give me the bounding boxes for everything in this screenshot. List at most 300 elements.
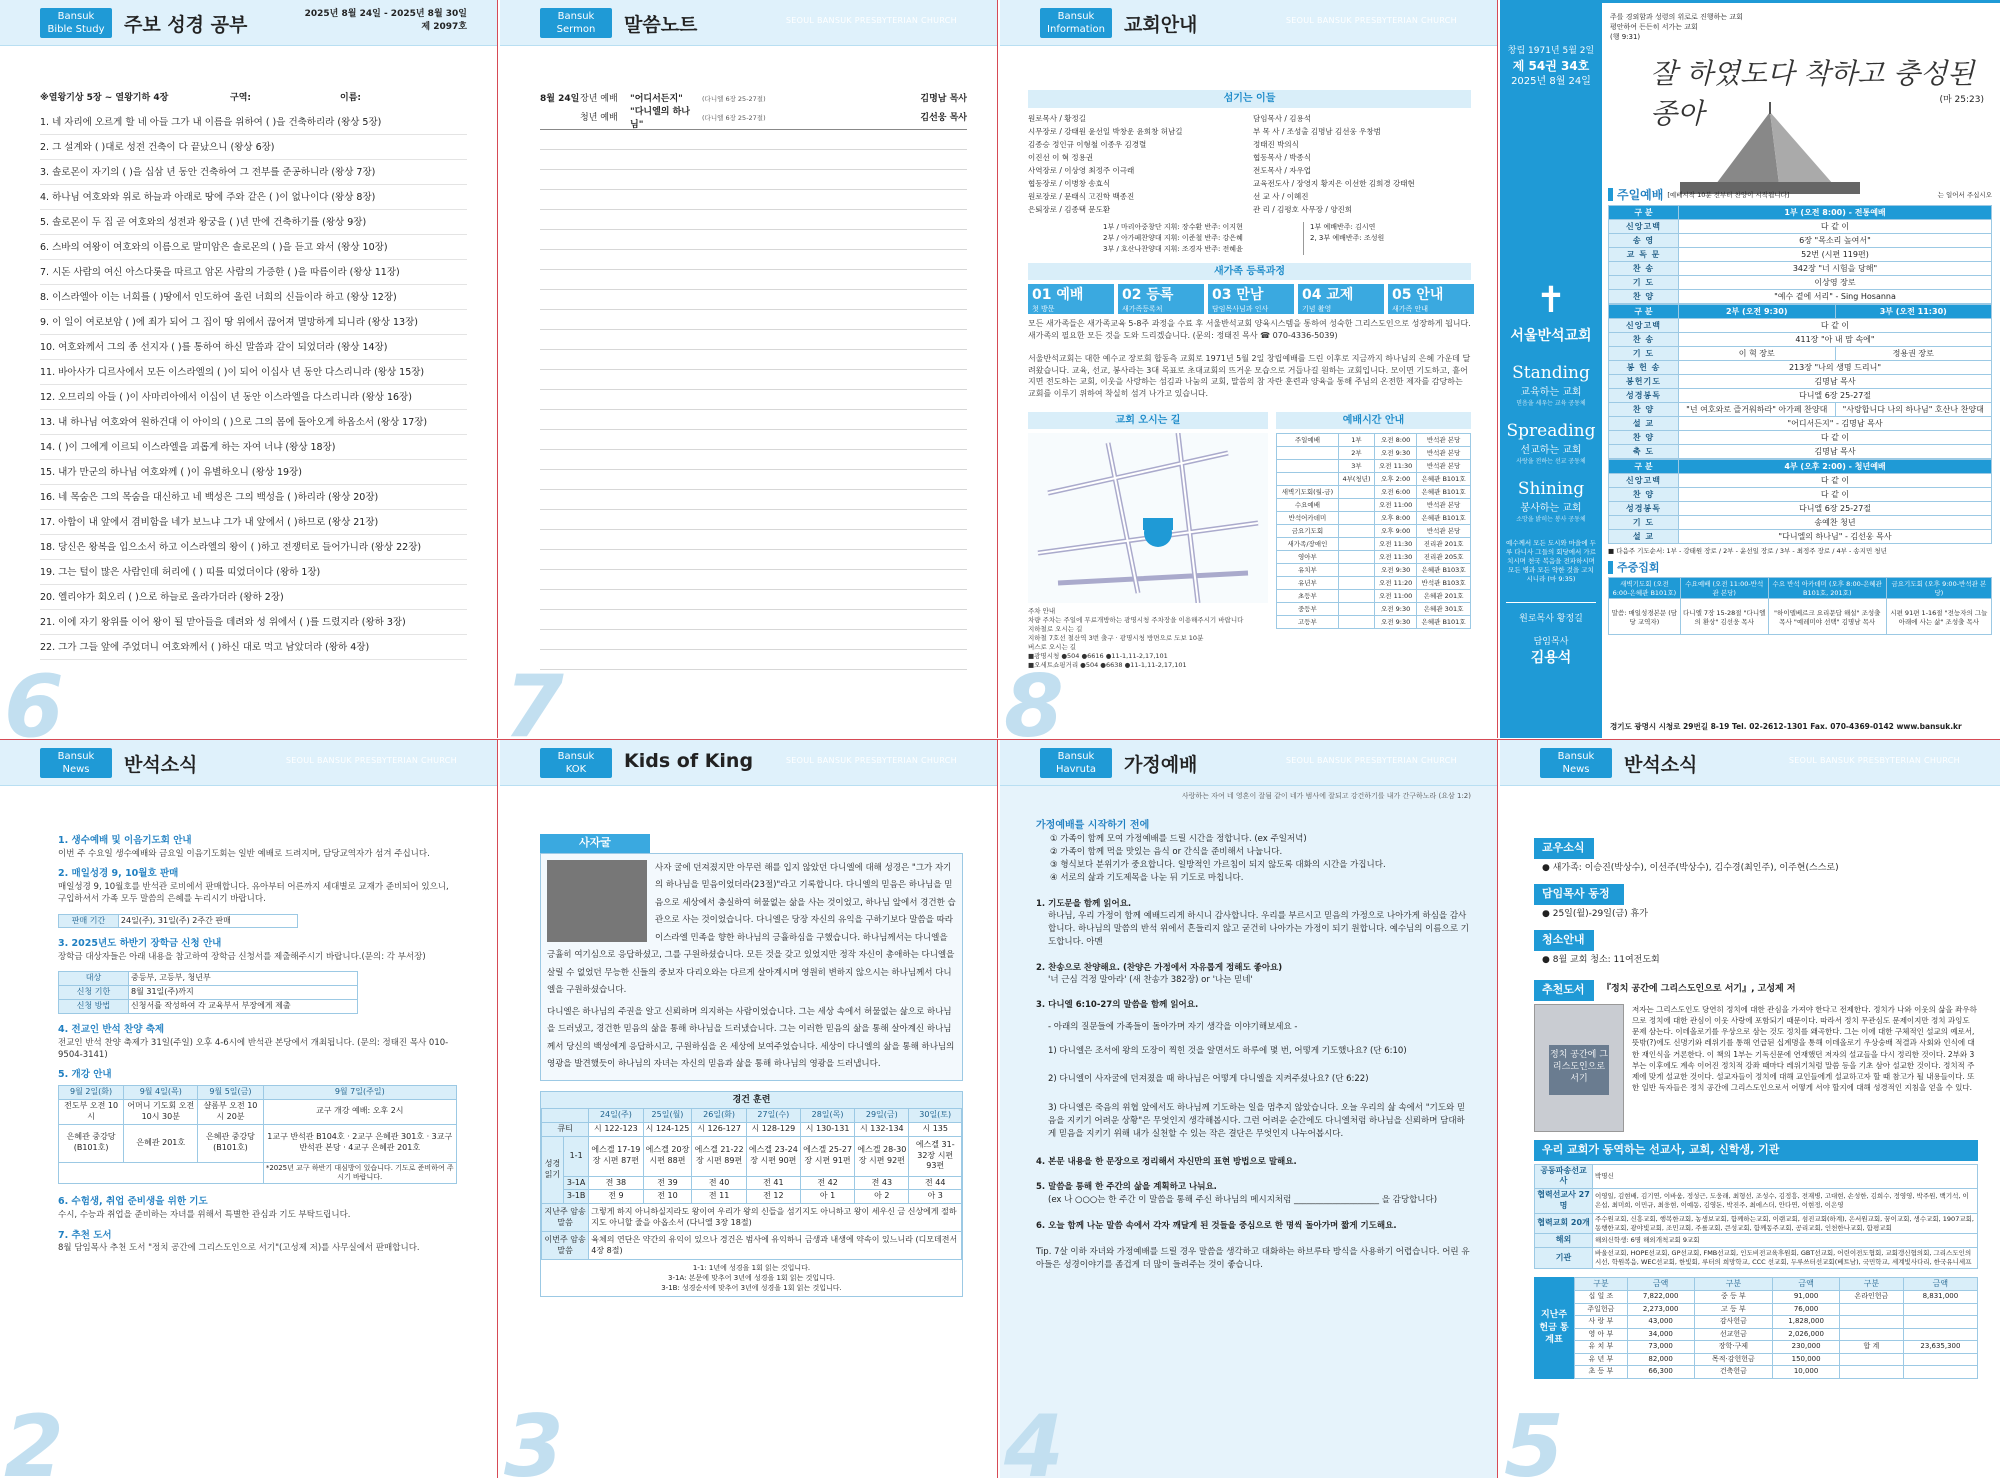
- table-row: [1609, 290, 1992, 304]
- note-line[interactable]: [540, 150, 967, 170]
- table-cell: 금요기도회 (오후 9:00-반석관 본당): [1886, 578, 1991, 599]
- sermon-pastor: 김선웅 목사: [920, 113, 967, 124]
- table-cell: 봉헌기도: [1609, 375, 1679, 389]
- spreading-sub: 사랑을 전하는 선교 공동체: [1516, 458, 1586, 465]
- table-cell: 은혜관 301호: [1417, 603, 1471, 616]
- note-line[interactable]: [540, 630, 967, 650]
- table-cell: 반석어카데미: [1277, 512, 1339, 525]
- before-item: ① 가족이 함께 모여 가정예배를 드릴 시간을 정합니다. (ex 주일저녁): [1050, 833, 1307, 844]
- sermon-1: [540, 90, 967, 108]
- story-heading: 사자굴: [540, 834, 650, 853]
- table-row: [1575, 1341, 1978, 1353]
- table-row: [1575, 1277, 1978, 1291]
- note-line[interactable]: [540, 250, 967, 270]
- note-line[interactable]: [540, 270, 967, 290]
- table-cell: 다니엘 6장 25-27절: [1679, 502, 1992, 516]
- note-line[interactable]: [540, 310, 967, 330]
- table-cell: 유 년 부: [1575, 1353, 1628, 1365]
- table-row: [1277, 603, 1471, 616]
- table-row: [1609, 375, 1992, 389]
- table-cell: 신청 기한: [59, 986, 129, 1000]
- question-item: 8. 이스라엘아 이는 너희를 ( )땅에서 인도하여 올린 너희의 신들이라 하고 (왕상 12장): [40, 285, 467, 310]
- news-title: 1. 생수예배 및 이음기도회 안내: [58, 835, 192, 846]
- table-cell: 10,000: [1773, 1366, 1840, 1378]
- table-cell: 신청 방법: [59, 1000, 129, 1014]
- table-row: [1277, 486, 1471, 499]
- news-body: [58, 835, 457, 1468]
- page-header: [500, 740, 997, 786]
- pastor-heading: 담임목사 동정: [1534, 884, 1624, 905]
- table-cell: 찬 양: [1609, 488, 1679, 502]
- table-cell: 시 132-134: [855, 1122, 909, 1136]
- table-row: [1609, 474, 1992, 488]
- table-row: [59, 1162, 457, 1184]
- note-lines[interactable]: [540, 130, 967, 670]
- info-body: [1028, 86, 1471, 728]
- table-row: [1277, 577, 1471, 590]
- table-cell: 은혜관 B101호: [1417, 616, 1471, 629]
- step-sub: 첫 방문: [1032, 304, 1055, 313]
- table-cell: 은혜관 201호: [124, 1124, 198, 1162]
- page-header: [0, 740, 497, 786]
- table-cell: 91,000: [1773, 1291, 1840, 1303]
- table-row: [1609, 319, 1992, 333]
- note-line[interactable]: [540, 470, 967, 490]
- sermon-kind: 청년 예배: [580, 113, 618, 124]
- sermon-title: "어디서든지": [630, 93, 683, 104]
- table-cell: 금액: [1773, 1277, 1840, 1291]
- note-line[interactable]: [540, 370, 967, 390]
- note-line[interactable]: [540, 610, 967, 630]
- church-address: 경기도 광명시 시청로 29번길 8-19 Tel. 02-2612-1301 Fax. 070-4369-0142 www.bansuk.kr: [1610, 722, 1962, 731]
- note-line[interactable]: [540, 170, 967, 190]
- staff-line: 시무장로 / 강태원 윤선일 박창운 윤희창 허남길: [1028, 126, 1183, 136]
- page-title: 주보 성경 공부: [124, 14, 248, 36]
- news-title: 7. 추천 도서: [58, 1229, 112, 1241]
- table-cell: 주일예배: [1277, 434, 1339, 447]
- table-cell: 1교구 반석관 B104호 · 2교구 은혜관 301호 · 3교구 반석관 본당 · 4교구 은혜관 201호: [263, 1124, 456, 1162]
- staff-line: 정태진 박의식: [1253, 139, 1299, 149]
- note-line[interactable]: [540, 430, 967, 450]
- table-row: [1609, 403, 1992, 417]
- table-cell: 성경읽기: [542, 1136, 564, 1204]
- note-line[interactable]: [540, 530, 967, 550]
- note-line[interactable]: [540, 230, 967, 250]
- senior-pastor-label: 담임목사: [1533, 637, 1569, 647]
- news-title: 5. 개강 안내: [58, 1069, 112, 1081]
- question-item: 12. 오므리의 아들 ( )이 사마리아에서 이십이 년 동안 이스라엘을 다스리니라 (왕상 16장): [40, 385, 467, 410]
- registration-step: [1118, 284, 1204, 314]
- table-cell: 26일(화): [692, 1108, 746, 1122]
- table-cell: [1840, 1366, 1904, 1378]
- table-cell: "넌 여호와로 즐거워하라" 아가페 찬양대: [1679, 403, 1836, 417]
- table-cell: 다 같 이: [1679, 220, 1992, 234]
- church-about: 서울반석교회는 대한 예수교 장로회 합동측 교회로 1971년 5월 2일 창립예배를 드린 이후로 지금까지 하나님의 은혜 가운데 달려왔습니다. 교육, 선교, 봉사라는 3대 목표로 초대교회의 뜨거운 모습으로 거듭나길 원하는 교회입니다. 모이면 기도하고, 흩어지면 전도하는 교회, 이웃을 사랑하는 섬김과 나눔의 교회, 말씀의 참 자란 훈련과 양육을 통해 주님의 온전한 제자를 감당하는 교회를 이루기 위하여 착실히 섬겨 나가고 있습니다.: [1028, 354, 1471, 398]
- table-cell: 전 39: [643, 1176, 692, 1190]
- question-item: 20. 엘리야가 회오리 ( )으로 하늘로 올라가더라 (왕하 2장): [40, 585, 467, 610]
- choirs: 1부 / 마리아중창단 지휘: 장수환 반주: 이지현 2부 / 아가페찬양대 지휘: 이준철 반주: 강은혜 3부 / 호산나찬양대 지휘: 조경자 반주: 전혜윤: [1103, 222, 1243, 253]
- page-number: 4: [1004, 1397, 1064, 1478]
- news-text: 수시, 수능과 취업을 준비하는 자녀를 위해서 특별한 관심과 기도 부탁드립니다.: [58, 1210, 351, 1221]
- table-cell: 금요기도회: [1277, 525, 1339, 538]
- table-cell: [542, 1108, 589, 1122]
- note-line[interactable]: [540, 650, 967, 670]
- table-cell: 중등부, 고등부, 청년부: [129, 972, 358, 986]
- table-cell: 43,000: [1627, 1316, 1694, 1328]
- table-cell: 기 도: [1609, 276, 1679, 290]
- table-cell: 52번 (시편 119편): [1679, 248, 1992, 262]
- question-item: 18. 당신은 왕복을 입으소서 하고 이스라엘의 왕이 ( )하고 전쟁터로 들어가니라 (왕상 22장): [40, 535, 467, 560]
- table-row: [1575, 1303, 1978, 1315]
- table-cell: 아 1: [800, 1190, 854, 1204]
- story-text-2: 다니엘은 하나님의 주권을 알고 신뢰하며 의지하는 사람이었습니다. 그는 세상 속에서 허물없는 삶으로 하나님을 드러냈고, 경건한 믿음의 삶을 통해 하나님을 드러냈습니다. 그는 이러한 믿음의 삶을 통해 살아계신 하나님께서 당신의 백성에게 응답하시고, 구원하심을 온 세상에 보여주었습니다. 세상이 다니엘의 삶을 통해 하나님의 영광을 발견했듯이 하나님의 자녀는 자신의 믿음과 삶을 통해 하나님의 영광을 드러냅니다.: [547, 1006, 955, 1070]
- staff-line: 원로목사 / 황정길: [1028, 113, 1087, 123]
- table-cell: [1903, 1316, 1977, 1328]
- question-item: 15. 내가 만군의 하나님 여호와께 ( )이 유별하오니 (왕상 19장): [40, 460, 467, 485]
- table-cell: 반석관 B103호: [1417, 577, 1471, 590]
- table-cell: [1903, 1353, 1977, 1365]
- step-sub: 기념 촬영: [1302, 304, 1332, 313]
- table-row: [1609, 417, 1992, 431]
- note-line[interactable]: [540, 330, 967, 350]
- question-item: 17. 아합이 내 앞에서 겸비함을 네가 보느냐 그가 내 앞에서 ( )하므로 (왕상 21장): [40, 510, 467, 535]
- table-cell: "예수 곁에 서리" - Sing Hosanna: [1679, 290, 1992, 304]
- table-cell: 축 도: [1609, 445, 1679, 459]
- table-cell: 이영일, 김현배, 김기연, 이바움, 정성근, 도웅래, 최형선, 조성수, 김정흥, 전재병, 고대현, 손성한, 김희수, 정영영, 박주원, 백기석, 이은섭, 최미희, 이민규, 최웅현, 이예동, 김영돈, 박진주, 최에스더, 안다연, 이현정, 이은영: [1593, 1189, 1978, 1214]
- table-row: [1535, 1234, 1978, 1248]
- table-cell: [59, 1162, 264, 1184]
- table-cell: 찬 양: [1609, 403, 1679, 417]
- note-line[interactable]: [540, 390, 967, 410]
- step-4-title: 4. 본문 내용을 한 문장으로 정리해서 자신만의 표현 방법으로 말해요.: [1036, 1156, 1297, 1167]
- table-row: [1609, 262, 1992, 276]
- table-cell: 82,000: [1627, 1353, 1694, 1365]
- table-cell: 영 아 부: [1575, 1328, 1628, 1340]
- table-cell: 구 분: [1609, 460, 1679, 474]
- note-line[interactable]: [540, 450, 967, 470]
- table-row: [1609, 530, 1992, 544]
- table-cell: 유 치 부: [1575, 1341, 1628, 1353]
- table-cell: "어디서든지" - 김명남 목사: [1679, 417, 1992, 431]
- weekday-table: [1608, 577, 1992, 635]
- table-cell: 1-1: [564, 1136, 589, 1176]
- table-row: [1609, 431, 1992, 445]
- table-cell: 기 도: [1609, 516, 1679, 530]
- book-title: 『정치 공간에 그리스도인으로 서기』, 고성제 저: [1602, 983, 1796, 994]
- note-line[interactable]: [540, 410, 967, 430]
- standing-kor: 교육하는 교회: [1520, 387, 1582, 398]
- table-cell: 213장 "나의 생명 드리니": [1679, 361, 1992, 375]
- table-cell: 시편 91편 1-16절 "전능자의 그늘 아래에 사는 삶" 조성출 목사: [1886, 599, 1991, 635]
- step-5-title: 5. 말씀을 통해 한 주간의 삶을 계획하고 나눠요.: [1036, 1182, 1217, 1193]
- news-text: 장학금 대상자들은 아래 내용을 참고하여 장학금 신청서를 제출해주시기 바랍니다.(문의: 각 부서장): [58, 952, 426, 963]
- table-cell: [1338, 525, 1374, 538]
- table-cell: 이번주 암송말씀: [542, 1232, 589, 1260]
- staff-line: 사역장로 / 이상영 최정주 이극래: [1028, 165, 1135, 175]
- table-cell: 4부(청년): [1338, 473, 1374, 486]
- table-row: [542, 1204, 962, 1232]
- directions-and-times: [1028, 408, 1471, 671]
- table-cell: 반석관 본당: [1417, 525, 1471, 538]
- table-cell: 신앙고백: [1609, 319, 1679, 333]
- issue-number: 제 2097호: [421, 22, 467, 32]
- training-heading: 경건 훈련: [541, 1092, 962, 1108]
- before-item: ② 가족이 함께 먹을 맛있는 음식 or 간식을 준비해서 나눕니다.: [1050, 846, 1283, 857]
- table-cell: 은혜관 B101호: [1417, 512, 1471, 525]
- accompanists: 1부 예배반주: 김시연 2, 3부 예배반주: 조성원: [1303, 222, 1384, 255]
- table-cell: 전 44: [909, 1176, 962, 1190]
- question-item: 13. 내 하나님 여호와여 원하건대 이 아이의 ( )으로 그의 몸에 돌아오게 하옵소서 (왕상 17장): [40, 410, 467, 435]
- table-row: [1277, 447, 1471, 460]
- news-body: [1534, 832, 1978, 1468]
- cover-slogan: 잘 하였도다 착하고 충성된 종아: [1650, 57, 1975, 130]
- times-heading: 예배시간 안내: [1276, 412, 1471, 430]
- study-body: [40, 92, 467, 728]
- table-cell: 은혜관 중강당 (B101호): [198, 1124, 263, 1162]
- church-english: SEOUL BANSUK PRESBYTERIAN CHURCH: [785, 756, 957, 765]
- question-list: [40, 110, 467, 660]
- question-3: 3) 다니엘은 죽음의 위협 앞에서도 하나님께 기도하는 일을 멈추지 않았습니다. 오늘 우리의 삶 속에서 "기도와 믿음을 지키기 어려운 상황"은 무엇인지 생각해봅시다. 그런 어려운 순간에도 다니엘처럼 하나님을 신뢰하며 담대하게 믿음을 지키기 위해 내가 실천할 수 있는 작은 결단은 무엇인지 나누어봅시다.: [1048, 1102, 1466, 1139]
- registration-step: [1028, 284, 1114, 314]
- directions: [1028, 408, 1268, 671]
- note-line[interactable]: [540, 130, 967, 150]
- staff-line: 관 리 / 김평호 사무장 / 양진희: [1253, 204, 1353, 214]
- question-1: 1) 다니엘은 조서에 왕의 도장이 찍힌 것을 알면서도 하루에 몇 번, 어떻게 기도했나요? (단 6:10): [1048, 1046, 1407, 1057]
- section-tag: Bansuk Bible Study: [40, 8, 112, 38]
- question-item: 5. 솔로몬이 두 집 곧 여호와의 성전과 왕궁을 ( )년 만에 건축하기를 (왕상 9장): [40, 210, 467, 235]
- table-row: [1575, 1328, 1978, 1340]
- table-cell: 오전 11:30: [1375, 538, 1417, 551]
- partners-table: [1534, 1164, 1978, 1269]
- table-cell: 에스겔 31-32장 시편 93편: [909, 1136, 962, 1176]
- table-cell: 이 혁 장로: [1679, 347, 1836, 361]
- question-item: 16. 네 목숨은 그의 목숨을 대신하고 네 백성은 그의 백성을 ( )하리라 (왕상 20장): [40, 485, 467, 510]
- note-line[interactable]: [540, 550, 967, 570]
- table-cell: 오전 6:00: [1375, 486, 1417, 499]
- note-line[interactable]: [540, 510, 967, 530]
- page-header: [500, 0, 997, 46]
- table-cell: 큐티: [542, 1122, 589, 1136]
- book-cover-title: 정치 공간에 그리스도인으로 서기: [1549, 1045, 1609, 1095]
- staff-line: 교육전도사 / 장영지 황지은 이선한 김희경 강태현: [1253, 178, 1415, 188]
- page-1-cover: [1500, 0, 2000, 738]
- table-cell: 2부: [1338, 447, 1374, 460]
- table-cell: 3-1A: [564, 1176, 589, 1190]
- spreading: Spreading: [1506, 421, 1596, 441]
- news-text: 매일성경 9, 10월호를 반석관 로비에서 판매합니다. 유아부터 어른까지 세대별로 교재가 준비되어 있으니, 구입하셔서 가족 모두 말씀의 은혜를 누리시기 바랍니다.: [58, 881, 449, 905]
- staff-list: [1028, 112, 1471, 216]
- staff-heading: 섬기는 이들: [1028, 90, 1471, 108]
- table-row: [1575, 1366, 1978, 1378]
- step-3-prompt: - 아래의 질문들에 가족들이 돌아가며 자기 생각을 이야기해보세요 -: [1048, 1021, 1298, 1032]
- note-line[interactable]: [540, 570, 967, 590]
- note-line[interactable]: [540, 290, 967, 310]
- table-row: [1609, 305, 1992, 319]
- news-title: 6. 수험생, 취업 준비생을 위한 기도: [58, 1196, 208, 1208]
- table-row: [59, 1099, 457, 1124]
- table-cell: 중 등 부: [1694, 1291, 1773, 1303]
- table-cell: [1338, 551, 1374, 564]
- table-cell: 찬 송: [1609, 333, 1679, 347]
- note-line[interactable]: [540, 190, 967, 210]
- note-line[interactable]: [540, 590, 967, 610]
- table-cell: 반석관 본당: [1417, 434, 1471, 447]
- table-cell: 반석관 본당: [1417, 499, 1471, 512]
- name-label: 이름:: [340, 93, 361, 103]
- table-cell: 새벽기도회 (오전 6:00-은혜관 B101호): [1609, 578, 1681, 599]
- table-cell: 66,300: [1627, 1366, 1694, 1378]
- page-number: 6: [4, 657, 64, 738]
- story-text: 사자 굴에 던져졌지만 아무런 해를 입지 않았던 다니엘에 대해 성경은 "그가 자기의 하나님을 믿음이었더라(23절)"라고 기록합니다. 다니엘의 믿음은 하나님을 믿음으로 세상에서 충실하여 허물없는 삶을 사는 것이었고, 하나님 앞에서 경건한 습관으로 사는 것이었습니다. 다니엘은 당장 자신의 유익을 구하기보다 말씀을 따라 이스라엘 민족을 향한 하나님의 긍휼하심을 구했습니다. 하나님께서는 다니엘을 긍휼히 여기심으로 응답하셨고, 그를 구원하셨습니다. 모든 것을 갖고 있었지만 정작 자신이 총애하는 다니엘을 살릴 수 없었던 무능한 신들의 중보자 다리오와는 다르게 살아계시며 영원히 변하지 않으시는 하나님께서 다니엘을 구원하셨습니다.: [547, 862, 956, 996]
- table-row: [1535, 1248, 1978, 1269]
- table-row: [1277, 434, 1471, 447]
- table-cell: 에스겔 23-24장 시편 90편: [746, 1136, 800, 1176]
- table-cell: [1840, 1303, 1904, 1315]
- staff-line: 은퇴장로 / 김종택 문도환: [1028, 204, 1111, 214]
- table-cell: 고 등 부: [1694, 1303, 1773, 1315]
- table-cell: 해외신학생: 6명 해외개척교회 9교회: [1593, 1234, 1978, 1248]
- table-cell: 오전 11:00: [1375, 590, 1417, 603]
- question-item: 19. 그는 털이 많은 사람인데 허리에 ( ) 띠를 띠었더이다 (왕하 1장): [40, 560, 467, 585]
- table-cell: "사랑합니다 나의 하나님" 호산나 찬양대: [1835, 403, 1992, 417]
- section-tag: Bansuk KOK: [540, 748, 612, 778]
- table-row: [1277, 590, 1471, 603]
- cover-date: 2025년 8월 24일: [1511, 76, 1591, 87]
- table-cell: 장학·구제: [1694, 1341, 1773, 1353]
- standing-sub: 믿음을 세우는 교육 공동체: [1516, 400, 1586, 407]
- table-cell: [1277, 473, 1339, 486]
- emeritus-pastor: 원로목사 황정길: [1519, 614, 1583, 624]
- step-name: 05 안내: [1392, 287, 1444, 303]
- table-cell: 오전 9:30: [1375, 603, 1417, 616]
- news-item: [58, 1230, 457, 1255]
- table-cell: 오전 9:30: [1375, 616, 1417, 629]
- table-cell: 23,635,300: [1903, 1341, 1977, 1353]
- news-item: [58, 868, 457, 905]
- sermon-date: 8월 24일: [540, 93, 580, 104]
- table-cell: 초등부: [1277, 590, 1339, 603]
- registration-steps: [1028, 284, 1471, 314]
- shining-kor: 봉사하는 교회: [1520, 503, 1582, 514]
- cover-sidebar: [1500, 0, 1602, 738]
- question-2: 2) 다니엘이 사자굴에 던져졌을 때 하나님은 어떻게 다니엘을 지켜주셨나요? (단 6:22): [1048, 1074, 1369, 1085]
- news-item: [58, 1024, 457, 1061]
- table-cell: 수요예배 (오전 11:00-반석관 본당): [1680, 578, 1768, 599]
- table-cell: 지난주 암송말씀: [542, 1204, 589, 1232]
- sermon-2: [540, 108, 967, 130]
- table-row: [1609, 445, 1992, 459]
- table-row: [59, 1124, 457, 1162]
- service-1-table: [1608, 205, 1992, 304]
- page-number: 2: [4, 1397, 64, 1478]
- note-line[interactable]: [540, 210, 967, 230]
- table-cell: [1338, 564, 1374, 577]
- table-cell: 3-1B: [564, 1190, 589, 1204]
- table-cell: 다니엘 6장 25-27절: [1679, 389, 1992, 403]
- table-row: [1609, 460, 1992, 474]
- table-cell: 구분: [1575, 1277, 1628, 1291]
- table-cell: 전 9: [589, 1190, 643, 1204]
- cleaning-heading: 청소안내: [1534, 930, 1594, 951]
- table-cell: 오전 9:30: [1375, 564, 1417, 577]
- table-cell: 설 교: [1609, 417, 1679, 431]
- table-cell: 김명남 목사: [1679, 445, 1992, 459]
- staff-line: 이진선 이 혁 정용권: [1028, 152, 1094, 162]
- page-8-church-info: [1000, 0, 1498, 738]
- table-cell: 찬 양: [1609, 290, 1679, 304]
- note-line[interactable]: [540, 490, 967, 510]
- table-cell: 3부: [1338, 460, 1374, 473]
- table-row: [1609, 516, 1992, 530]
- weekday-heading: 주중집회: [1617, 561, 1660, 574]
- table-cell: [1840, 1353, 1904, 1365]
- step-sub: 새가족등록처: [1122, 304, 1163, 313]
- section-tag: Bansuk Sermon: [540, 8, 612, 38]
- table-cell: 8,831,000: [1903, 1291, 1977, 1303]
- table-cell: [1338, 603, 1374, 616]
- table-row: [1277, 564, 1471, 577]
- registration-step: [1298, 284, 1384, 314]
- table-cell: 유치부: [1277, 564, 1339, 577]
- question-item: 4. 하나님 여호와와 위로 하늘과 아래로 땅에 주와 같은 ( )이 없나이다 (왕상 8장): [40, 185, 467, 210]
- staff-line: 전도목사 / 자우업: [1253, 165, 1312, 175]
- page-2-news: [0, 740, 498, 1478]
- table-cell: 협력교회 20개: [1535, 1213, 1593, 1234]
- page-title: 반석소식: [1624, 754, 1698, 776]
- news-title: 4. 전교인 반석 찬양 축제: [58, 1023, 165, 1035]
- table-row: [59, 972, 358, 986]
- page-4-family-worship: [1000, 740, 1498, 1478]
- before-heading: 가정예배를 시작하기 전에: [1036, 820, 1150, 832]
- table-cell: 전 41: [746, 1176, 800, 1190]
- table-cell: [1338, 590, 1374, 603]
- table-cell: 은혜관 B101호: [1417, 473, 1471, 486]
- table-row: [542, 1122, 962, 1136]
- sale-value: 24일(주), 31일(주) 2주간 판매: [118, 914, 297, 928]
- note-line[interactable]: [540, 350, 967, 370]
- table-cell: 기관: [1535, 1248, 1593, 1269]
- table-cell: 시 130-131: [800, 1122, 854, 1136]
- table-cell: 신앙고백: [1609, 474, 1679, 488]
- book-text: 저자는 그리스도인도 당연히 정치에 대한 관심을 가져야 한다고 전제한다. 정치가 나와 이웃의 삶을 좌우하므로 정치에 대한 관심이 이웃 사랑에 포함되기 때문이다. 따라서 정치 무관심도 문제이지만 정치 과잉도 문제 삼는다. 이데올로기를 우상으로 삼는 것도 정치를 왜곡한다. 그는 이에 대한 구체적인 설교의 예로서, 뜻밖(?)에도 신명기와 레위기를 통해 언급된 십계명을 통해 이데올로기 우상숭배 적결과 사회와 인식에 대한 재인식을 거론한다. 이 책의 1부는 기독신문에 연재했던 저자의 설교들을 다시 정리한 것이다. 2부와 3부는 이후에도 계속 이어진 정치적 강좌 때마다 레위기처럼 말씀 등을 기초 삼아 설교한 것이다. 정치적 주제에 맞게 설교한 것이다. 설교자들이 정치에 대해 교인들에게 설교하고자 할 때 참고가 될 내용들이다. 또한 일반 독자들은 정치 공간에 그리스도인으로서 어떻게 서야 할지에 대해 성경적인 지침을 얻을 수 있다.: [1632, 1004, 1977, 1093]
- step-1-text: 하나님, 우리 가정이 함께 예배드리게 하시니 감사합니다. 우리를 부르시고 믿음의 가정으로 나아가게 하심을 감사합니다. 하나님의 말씀의 반석 위에서 흔들리지 않고 굳건히 나아가는 가정이 되기 원합니다. 예수님의 이름으로 기도합니다. 아멘: [1048, 911, 1469, 948]
- table-cell: 에스겔 25-27장 시편 91편: [800, 1136, 854, 1176]
- step-3-title: 3. 다니엘 6:10-27의 말씀을 함께 읽어요.: [1036, 1000, 1199, 1011]
- page-title: 교회안내: [1124, 14, 1198, 36]
- table-cell: "다니엘의 하나님" - 김선웅 목사: [1679, 530, 1992, 544]
- table-row: [542, 1176, 962, 1190]
- table-cell: 신앙고백: [1609, 220, 1679, 234]
- table-cell: 6장 "목소리 높여서": [1679, 234, 1992, 248]
- table-cell: 3부 (오전 11:30): [1835, 305, 1992, 319]
- church-english: SEOUL BANSUK PRESBYTERIAN CHURCH: [785, 16, 957, 25]
- table-row: [1277, 499, 1471, 512]
- shining-sub: 소망을 밝히는 봉사 공동체: [1516, 516, 1586, 523]
- worship-order: [1608, 186, 1992, 635]
- table-row: [1575, 1291, 1978, 1303]
- table-cell: 구분: [1694, 1277, 1773, 1291]
- table-cell: 구 분: [1609, 305, 1679, 319]
- table-row: [1535, 1213, 1978, 1234]
- sale-table: [58, 914, 298, 929]
- church-logo-icon: ✝: [1535, 280, 1567, 321]
- table-cell: 9월 2일(화): [59, 1086, 124, 1100]
- cover-art: [1610, 12, 1990, 192]
- table-cell: [1903, 1303, 1977, 1315]
- section-tag: Bansuk Havruta: [1040, 748, 1112, 778]
- table-cell: 구분: [1840, 1277, 1904, 1291]
- question-item: 3. 솔로몬이 자기의 ( )을 십삼 년 동안 건축하여 그 전부를 준공하니라 (왕상 7장): [40, 160, 467, 185]
